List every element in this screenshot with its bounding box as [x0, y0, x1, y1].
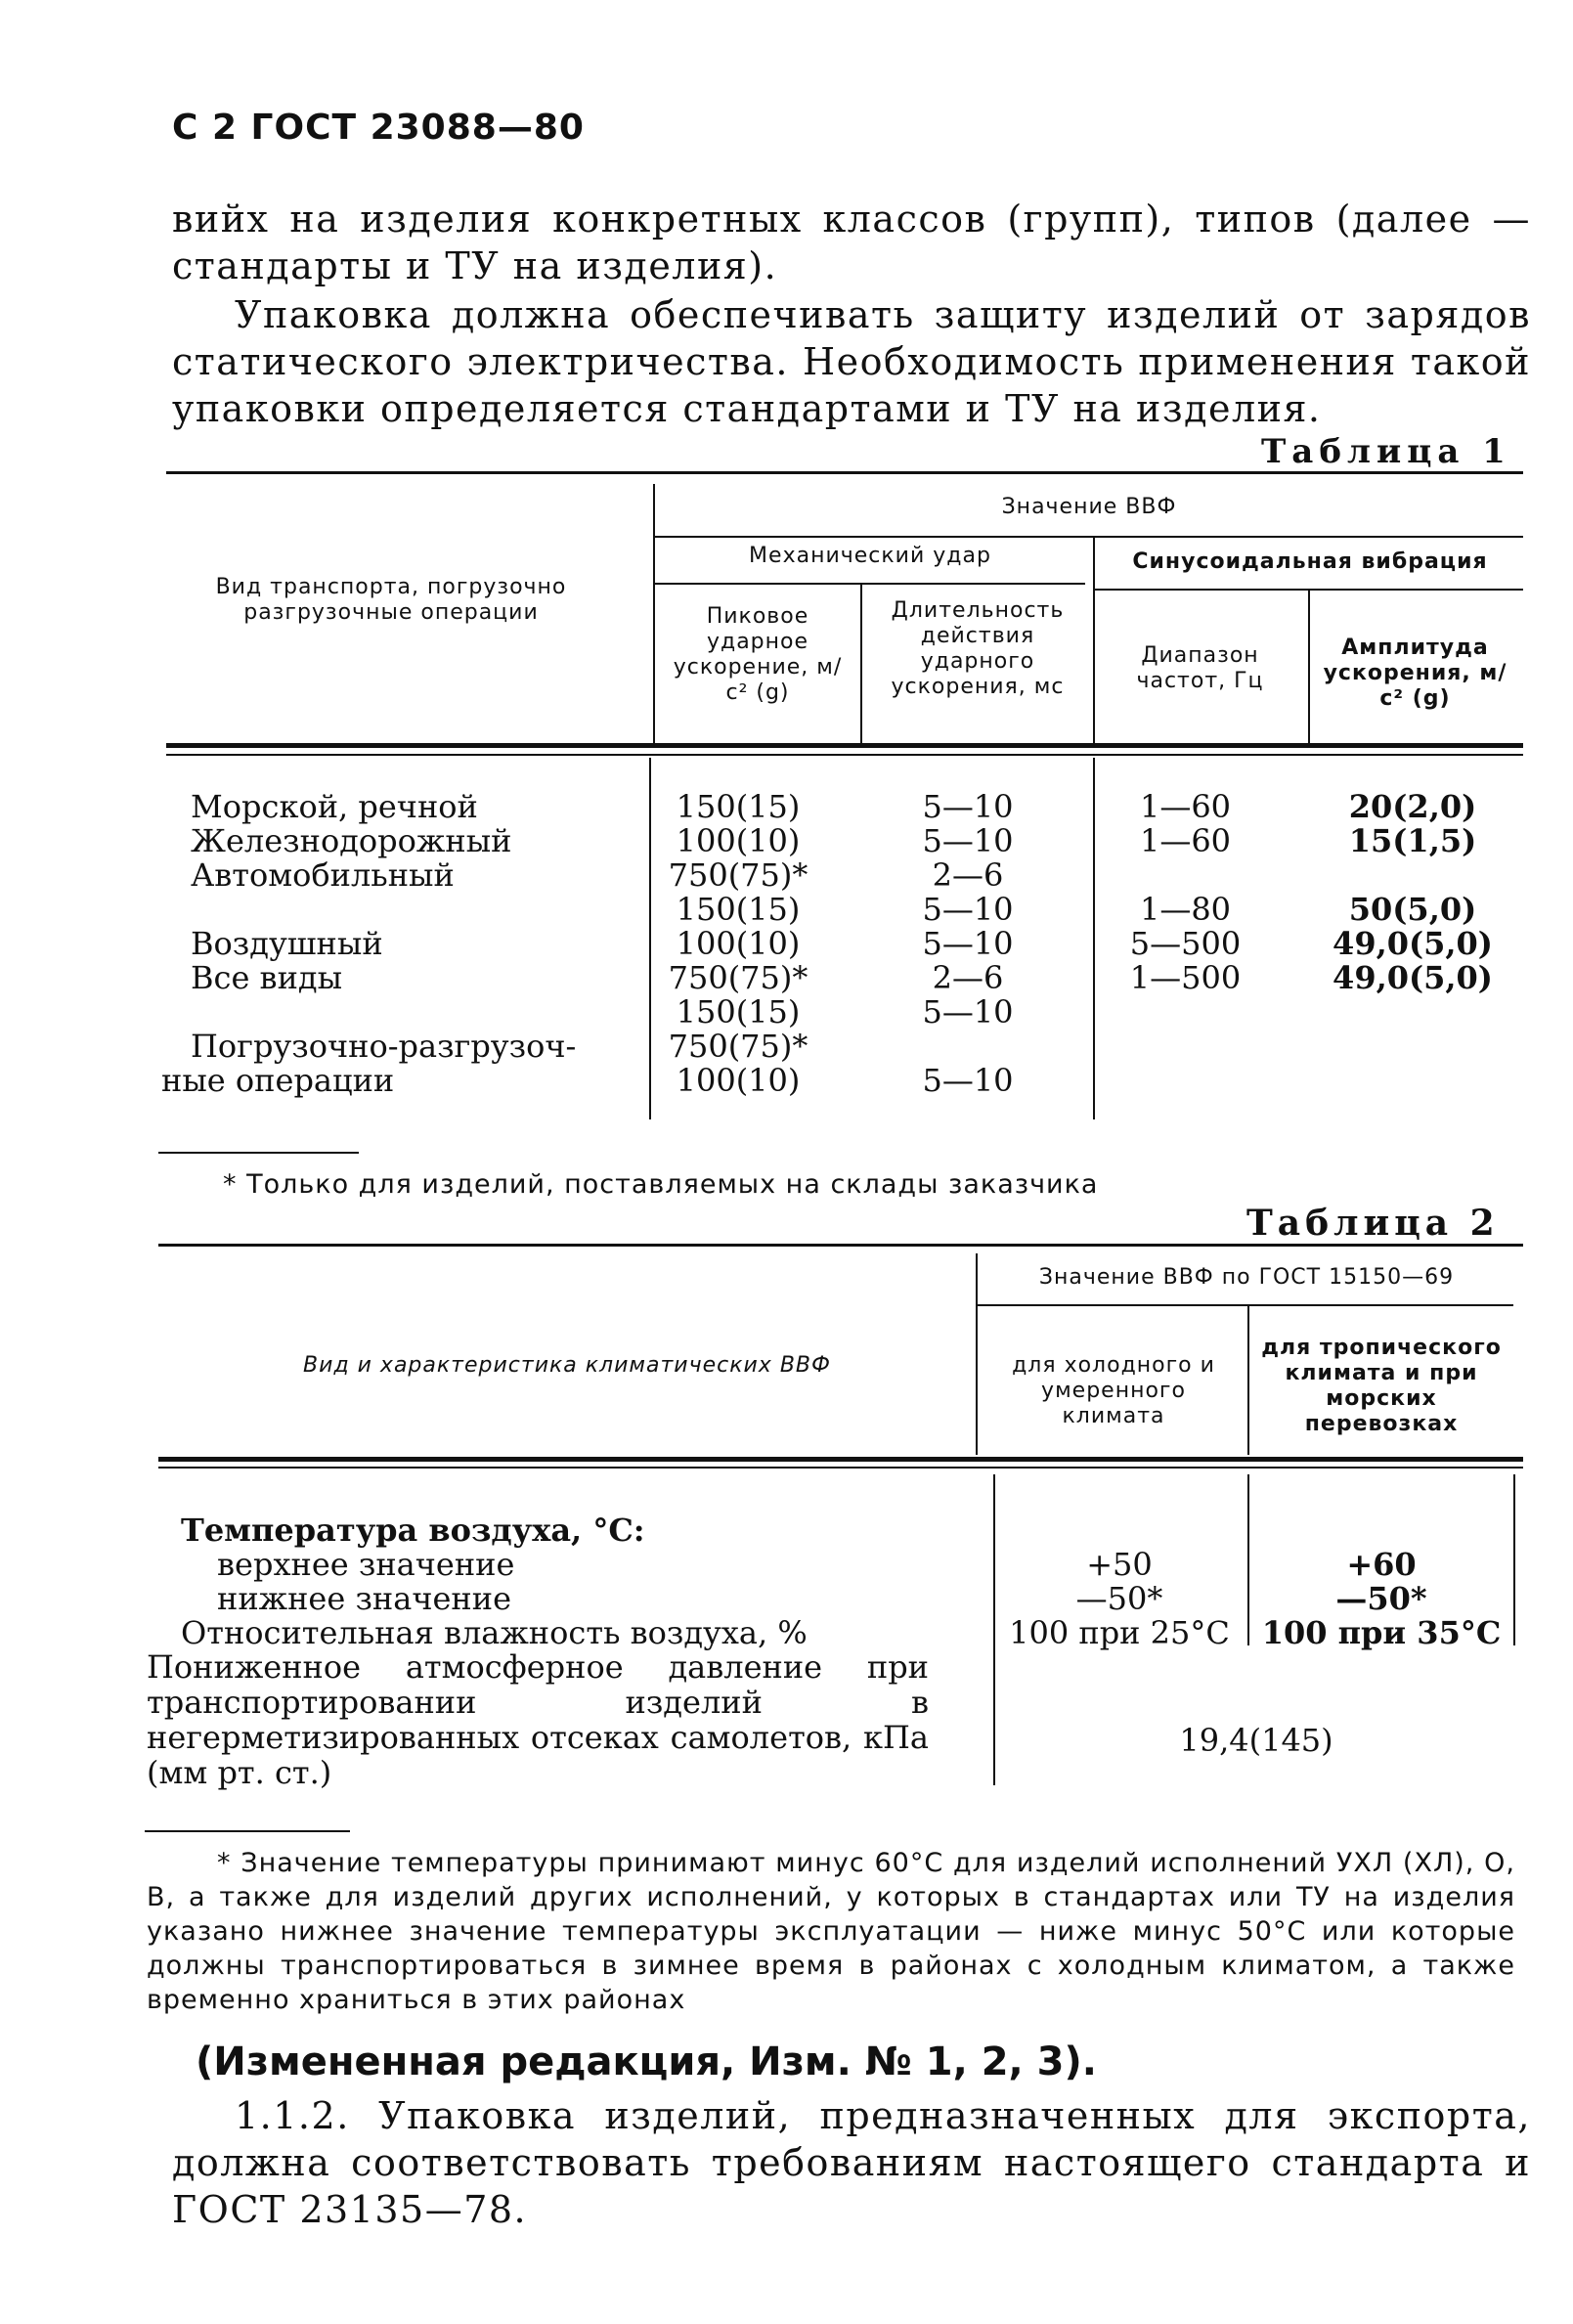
- t1-dur: 5—10: [922, 993, 1014, 1030]
- t1-head-value: Значение ВВФ: [1001, 495, 1177, 519]
- table-row: [0, 960, 1573, 994]
- t1-peak: 150(15): [676, 993, 801, 1030]
- table-row: [0, 823, 1573, 857]
- table1-vrule-1: [653, 484, 655, 743]
- t1-head-freq: Диапазон частот, Гц: [1136, 643, 1264, 693]
- t1-peak: 750(75)*: [668, 959, 808, 996]
- table2-body-vrule-1: [993, 1474, 995, 1785]
- t1-head-transport: Вид транспорта, погрузочно разгрузочные операции: [215, 575, 567, 625]
- paragraph-1: вийх на изделия конкретных классов (групп), типов (далее — стандарты и ТУ на изделия).: [172, 197, 1531, 287]
- edit-note: (Измененная редакция, Изм. № 1, 2, 3).: [196, 2039, 1097, 2084]
- t2-pressure-label: Пониженное атмосферное давление при транспортировании изделий в негерметизированных отсеках самолетов, кПа (мм рт. ст.): [147, 1648, 929, 1791]
- t1-dur: 5—10: [922, 891, 1014, 928]
- table-row: [0, 994, 1573, 1029]
- t1-dur: 5—10: [922, 1062, 1014, 1099]
- t2-temp-label: [181, 1513, 645, 1548]
- t2-head-tropic: для тропического климата и при морских перевозках: [1261, 1336, 1502, 1436]
- t1-name: ные операции: [161, 1062, 395, 1099]
- t2-temp-label-text: Температура воздуха, °С:: [181, 1512, 645, 1549]
- table2-vrule-1: [976, 1253, 978, 1455]
- paragraph-2: Упаковка должна обеспечивать защиту изделий от зарядов статического электричества. Необходимость применения такой упаковки определяется стандартами и ТУ на изделия.: [172, 293, 1531, 430]
- table2-rule-value: [978, 1304, 1513, 1306]
- table1-head-rule-2: [166, 754, 1523, 756]
- t2-upper-tropic: +60: [1346, 1546, 1417, 1583]
- t1-head-ampl: Амплитуда ускорения, м/с² (g): [1323, 636, 1507, 711]
- t1-freq: 1—60: [1139, 788, 1232, 825]
- t2-head-kind: Вид и характеристика климатических ВВФ: [303, 1353, 831, 1378]
- t1-ampl: 20(2,0): [1348, 788, 1477, 825]
- t1-freq: 1—500: [1129, 959, 1242, 996]
- t1-peak: 100(10): [676, 925, 801, 962]
- table-row: [0, 892, 1573, 926]
- t1-freq: 1—80: [1139, 891, 1232, 928]
- table1-vrule-4: [1308, 591, 1310, 743]
- t1-peak: 750(75)*: [668, 856, 808, 894]
- table2-top-rule: [158, 1244, 1523, 1247]
- table2-head-rule-2: [158, 1467, 1523, 1469]
- table-row: [0, 1063, 1573, 1097]
- table2-vrule-2: [1247, 1306, 1249, 1455]
- table-row: [0, 857, 1573, 892]
- table1-top-rule: [166, 471, 1523, 474]
- page-header: С 2 ГОСТ 23088—80: [172, 108, 585, 148]
- t1-name: Все виды: [191, 959, 343, 996]
- t1-ampl: 50(5,0): [1348, 891, 1477, 928]
- t1-dur: 2—6: [932, 856, 1004, 894]
- t2-head-cold: для холодного и умеренного климата: [1012, 1353, 1215, 1428]
- table2-footnote-rule: [145, 1830, 350, 1832]
- table-row: [0, 1029, 1573, 1063]
- t1-dur: 5—10: [922, 788, 1014, 825]
- t2-humid-label: Относительная влажность воздуха, %: [181, 1614, 808, 1651]
- t1-name: Железнодорожный: [191, 822, 512, 859]
- t1-peak: 100(10): [676, 1062, 801, 1099]
- t1-head-vibration: Синусоидальная вибрация: [1132, 549, 1488, 574]
- table1-head-rule: [166, 743, 1523, 748]
- t2-lower-cold: —50*: [1075, 1580, 1163, 1617]
- table2-body-vrule-3: [1513, 1474, 1515, 1645]
- table1-vrule-3: [860, 585, 862, 743]
- t2-pressure-value: 19,4(145): [1179, 1722, 1333, 1759]
- table-row: [0, 926, 1573, 960]
- clause-1-1-2: 1.1.2. Упаковка изделий, предназначенных для экспорта, должна соответствовать требованиям настоящего стандарта и ГОСТ 23135—78.: [172, 2094, 1531, 2231]
- t2-lower-tropic: —50*: [1335, 1580, 1427, 1617]
- t1-name: Погрузочно-разгрузоч-: [191, 1028, 577, 1065]
- table1-rule-shock: [655, 583, 1085, 585]
- t1-ampl: 49,0(5,0): [1333, 925, 1493, 962]
- t1-freq: 5—500: [1129, 925, 1242, 962]
- table-row: [0, 789, 1573, 823]
- table1-body: [0, 789, 1573, 1097]
- table2-footnote: * Значение температуры принимают минус 60°С для изделий исполнений УХЛ (ХЛ), О, В, а также для изделий других исполнений, у которых в стандартах или ТУ на изделия указано нижнее значение температуры эксплуатации — ниже минус 50°С или которые должны транспортироваться в зимнее время в районах с холодным климатом, а также временно храниться в этих районах: [147, 1848, 1515, 2015]
- t1-ampl: 49,0(5,0): [1333, 959, 1493, 996]
- table1-rule-value: [655, 536, 1523, 538]
- table1-caption: Таблица 1: [1261, 432, 1511, 471]
- t2-humid-cold: 100 при 25°С: [1009, 1614, 1230, 1651]
- t2-humid-tropic: 100 при 35°С: [1261, 1614, 1502, 1651]
- t1-ampl: 15(1,5): [1348, 822, 1477, 859]
- t1-head-shock: Механический удар: [749, 544, 991, 568]
- t1-dur: 5—10: [922, 822, 1014, 859]
- table1-footnote-rule: [158, 1152, 359, 1154]
- t2-upper-cold: +50: [1086, 1546, 1153, 1583]
- t1-dur: 2—6: [932, 959, 1004, 996]
- table1-footnote: * Только для изделий, поставляемых на склады заказчика: [223, 1169, 1099, 1200]
- t2-head-value: Значение ВВФ по ГОСТ 15150—69: [1038, 1265, 1455, 1290]
- table2-head-rule: [158, 1457, 1523, 1462]
- t1-dur: 5—10: [922, 925, 1014, 962]
- t1-peak: 100(10): [676, 822, 801, 859]
- t1-name: Воздушный: [191, 925, 383, 962]
- table2-caption: Таблица 2: [1246, 1203, 1500, 1244]
- t1-peak: 150(15): [676, 891, 801, 928]
- t2-lower-label: нижнее значение: [217, 1580, 512, 1617]
- table2-body-vrule-2: [1247, 1474, 1249, 1645]
- t2-upper-label: верхнее значение: [217, 1546, 515, 1583]
- table1-vrule-2: [1093, 538, 1095, 743]
- t1-peak: 750(75)*: [668, 1028, 808, 1065]
- t1-name: Морской, речной: [191, 788, 478, 825]
- t1-peak: 150(15): [676, 788, 801, 825]
- t1-head-peak: Пиковое ударное ускорение, м/с² (g): [673, 604, 843, 705]
- t1-head-duration: Длительность действия ударного ускорения, мс: [891, 598, 1065, 699]
- t1-freq: 1—60: [1139, 822, 1232, 859]
- t1-name: Автомобильный: [191, 856, 455, 894]
